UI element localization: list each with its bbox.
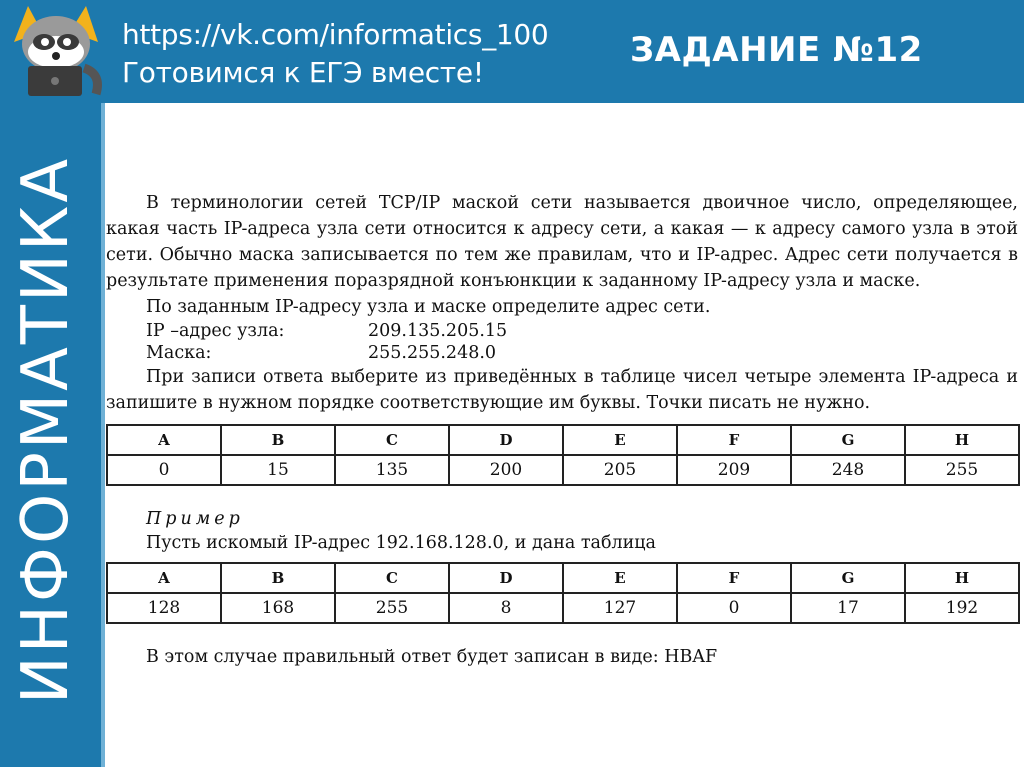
table-cell: 255 [335, 593, 449, 623]
raccoon-laptop-logo [8, 2, 104, 100]
table-cell: G [791, 425, 905, 455]
example-table [106, 562, 1020, 624]
table-cell: A [107, 425, 221, 455]
problem-content [106, 190, 1018, 670]
ip-label: IP –адрес узла: [146, 321, 285, 341]
example-text: Пусть искомый IP-адрес 192.168.128.0, и дана таблица [146, 533, 656, 553]
table-cell: 15 [221, 455, 335, 485]
mask-label: Маска: [146, 343, 212, 363]
table-cell: 135 [335, 455, 449, 485]
table-cell: 248 [791, 455, 905, 485]
example-label: Пример [146, 509, 244, 529]
problem-task: По заданным IP-адресу узла и маске определите адрес сети. [146, 297, 711, 317]
table-cell: B [221, 425, 335, 455]
table-row [107, 593, 1019, 623]
table-cell: 127 [563, 593, 677, 623]
ip-value: 209.135.205.15 [368, 321, 508, 341]
community-url: https://vk.com/informatics_100 [122, 18, 549, 51]
table-cell: 209 [677, 455, 791, 485]
table-cell: 17 [791, 593, 905, 623]
table-header-row [107, 425, 1019, 455]
table-cell: D [449, 425, 563, 455]
table-cell: H [905, 425, 1019, 455]
table-cell: H [905, 563, 1019, 593]
table-row [107, 455, 1019, 485]
ip-row [106, 320, 1018, 342]
table-cell: 8 [449, 593, 563, 623]
table-cell: C [335, 563, 449, 593]
table-cell: 128 [107, 593, 221, 623]
answer-instruction: При записи ответа выберите из приведённых в таблице чисел четыре элемента IP-адреса и запишите в нужном порядке соответствующие им буквы. Точки писать не нужно. [106, 367, 1018, 413]
mask-value: 255.255.248.0 [368, 343, 497, 363]
vertical-subject-title: ИНФОРМАТИКА [9, 155, 83, 705]
answer-options-table [106, 424, 1020, 486]
table-cell: 205 [563, 455, 677, 485]
table-header-row [107, 563, 1019, 593]
problem-intro: В терминологии сетей TCP/IP маской сети называется двоичное число, определяющее, какая часть IP-адреса узла сети относится к адресу сети, а какая — к адресу самого узла в этой сети. Обычно маска записывается по тем же правилам, что и IP-адрес. Адрес сети получается в результате применения поразрядной конъюнкции к заданному IP-адресу узла и маске. [106, 193, 1018, 291]
table-cell: G [791, 563, 905, 593]
table-cell: 0 [107, 455, 221, 485]
task-title: ЗАДАНИЕ №12 [630, 30, 923, 70]
slogan: Готовимся к ЕГЭ вместе! [122, 56, 484, 89]
table-cell: E [563, 563, 677, 593]
table-cell: 0 [677, 593, 791, 623]
table-cell: 168 [221, 593, 335, 623]
table-cell: F [677, 425, 791, 455]
table-cell: F [677, 563, 791, 593]
table-cell: C [335, 425, 449, 455]
table-cell: D [449, 563, 563, 593]
table-cell: A [107, 563, 221, 593]
example-answer: В этом случае правильный ответ будет записан в виде: HBAF [146, 647, 718, 667]
mask-row [106, 342, 1018, 364]
table-cell: 200 [449, 455, 563, 485]
sidebar-divider [101, 103, 105, 767]
table-cell: E [563, 425, 677, 455]
table-cell: 255 [905, 455, 1019, 485]
table-cell: B [221, 563, 335, 593]
table-cell: 192 [905, 593, 1019, 623]
